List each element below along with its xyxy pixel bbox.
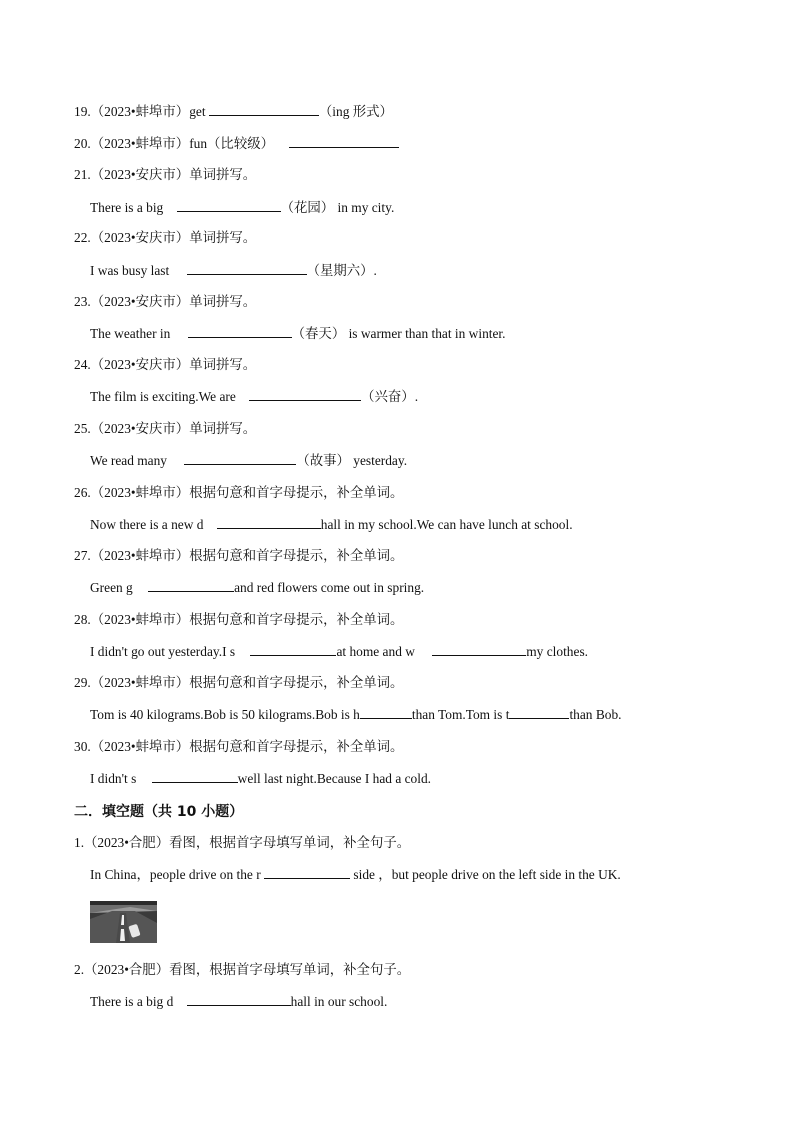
q-instruction: 单词拼写。	[189, 230, 257, 245]
question-21	[74, 166, 256, 184]
sentence-part: Green g	[90, 580, 137, 595]
answer-blank[interactable]	[217, 516, 321, 529]
question-20	[74, 135, 399, 153]
answer-blank[interactable]	[264, 866, 350, 879]
answer-blank[interactable]	[187, 993, 291, 1006]
sentence-29	[90, 706, 622, 724]
q-instruction: 看图，根据首字母填写单词，补全句子。	[169, 962, 411, 977]
answer-blank[interactable]	[289, 135, 399, 148]
sentence-30	[90, 770, 431, 788]
q-number: 23.	[74, 294, 91, 309]
road-with-car-image	[90, 901, 157, 943]
q-number: 24.	[74, 357, 91, 372]
sentence-part: Tom is 40 kilograms.Bob is 50 kilograms.Bob is h	[90, 707, 360, 722]
answer-blank[interactable]	[209, 103, 319, 116]
sentence-part: and red flowers come out in spring.	[234, 580, 425, 595]
sentence-part: I didn't go out yesterday.I s	[90, 644, 239, 659]
q-instruction: 单词拼写。	[189, 421, 257, 436]
sentence-s2-1	[90, 866, 621, 884]
question-28	[74, 611, 403, 629]
answer-blank[interactable]	[188, 325, 292, 338]
sentence-s2-2	[90, 993, 387, 1011]
answer-blank[interactable]	[509, 706, 569, 719]
q-number: 20.	[74, 136, 91, 151]
sentence-24	[90, 388, 418, 406]
question-s2-1	[74, 834, 410, 852]
q-instruction: 根据句意和首字母提示，补全单词。	[189, 548, 404, 563]
q-prompt: get	[189, 104, 209, 119]
question-22	[74, 229, 256, 247]
sentence-part: I was busy last	[90, 263, 173, 278]
q-hint: （ing 形式）	[318, 104, 393, 119]
q-source: （2023•蚌埠市）	[90, 675, 190, 690]
sentence-part: I didn't s	[90, 771, 140, 786]
sentence-part: We read many	[90, 453, 171, 468]
sentence-28	[90, 643, 588, 661]
q-number: 26.	[74, 485, 91, 500]
q-instruction: 根据句意和首字母提示，补全单词。	[189, 612, 404, 627]
answer-blank[interactable]	[177, 199, 281, 212]
q-number: 1.	[74, 835, 85, 850]
sentence-part: than Tom.Tom is t	[411, 707, 510, 722]
q-number: 21.	[74, 167, 91, 182]
question-25	[74, 420, 256, 438]
sentence-part: （故事） yesterday.	[296, 453, 408, 468]
q-source: （2023•蚌埠市）	[90, 136, 190, 151]
question-s2-2	[74, 961, 410, 979]
q-number: 30.	[74, 739, 91, 754]
q-prompt: fun（比较级）	[189, 136, 278, 151]
answer-blank[interactable]	[360, 706, 412, 719]
q-source: （2023•安庆市）	[90, 357, 190, 372]
q-source: （2023•蚌埠市）	[90, 548, 190, 563]
section-title: 二．填空题（共 10 小题）	[74, 804, 244, 820]
q-number: 25.	[74, 421, 91, 436]
sentence-part: There is a big d	[90, 994, 177, 1009]
q-instruction: 单词拼写。	[189, 357, 257, 372]
sentence-part: （春天） is warmer than that in winter.	[291, 326, 506, 341]
sentence-part: than Bob.	[569, 707, 622, 722]
q-number: 2.	[74, 962, 85, 977]
q-number: 28.	[74, 612, 91, 627]
q-source: （2023•安庆市）	[90, 294, 190, 309]
q-instruction: 根据句意和首字母提示，补全单词。	[189, 739, 404, 754]
sentence-27	[90, 579, 424, 597]
sentence-part: hall in our school.	[290, 994, 388, 1009]
sentence-part: The film is exciting.We are	[90, 389, 240, 404]
sentence-part: hall in my school.We can have lunch at school.	[320, 517, 573, 532]
q-instruction: 根据句意和首字母提示，补全单词。	[189, 485, 404, 500]
answer-blank[interactable]	[184, 452, 296, 465]
sentence-26	[90, 516, 573, 534]
question-27	[74, 547, 403, 565]
answer-blank[interactable]	[432, 643, 526, 656]
q-source: （2023•合肥）	[84, 835, 170, 850]
answer-blank[interactable]	[249, 388, 361, 401]
sentence-23	[90, 325, 506, 343]
q-number: 19.	[74, 104, 91, 119]
sentence-part: The weather in	[90, 326, 174, 341]
q-number: 27.	[74, 548, 91, 563]
sentence-part: （花园） in my city.	[280, 200, 395, 215]
q-source: （2023•蚌埠市）	[90, 104, 190, 119]
question-30	[74, 738, 403, 756]
q-instruction: 看图，根据首字母填写单词，补全句子。	[169, 835, 411, 850]
sentence-part: side ，but people drive on the left side in the UK.	[350, 867, 621, 882]
sentence-part: Now there is a new d	[90, 517, 207, 532]
q-instruction: 单词拼写。	[189, 294, 257, 309]
q-instruction: 根据句意和首字母提示，补全单词。	[189, 675, 404, 690]
question-29	[74, 674, 403, 692]
question-19	[74, 103, 393, 121]
sentence-part: （星期六）.	[306, 263, 377, 278]
q-source: （2023•合肥）	[84, 962, 170, 977]
q-source: （2023•安庆市）	[90, 167, 190, 182]
q-instruction: 单词拼写。	[189, 167, 257, 182]
question-26	[74, 484, 403, 502]
q-source: （2023•安庆市）	[90, 421, 190, 436]
question-24	[74, 356, 256, 374]
answer-blank[interactable]	[148, 579, 234, 592]
sentence-part: well last night.Because I had a cold.	[237, 771, 432, 786]
q-source: （2023•蚌埠市）	[90, 612, 190, 627]
sentence-21	[90, 199, 394, 217]
q-number: 22.	[74, 230, 91, 245]
answer-blank[interactable]	[250, 643, 336, 656]
sentence-part: In China，people drive on the r	[90, 867, 265, 882]
q-source: （2023•蚌埠市）	[90, 739, 190, 754]
answer-blank[interactable]	[152, 770, 238, 783]
q-source: （2023•蚌埠市）	[90, 485, 190, 500]
q-number: 29.	[74, 675, 91, 690]
sentence-part: There is a big	[90, 200, 167, 215]
sentence-25	[90, 452, 407, 470]
sentence-part: my clothes.	[526, 644, 589, 659]
sentence-22	[90, 262, 377, 280]
q-source: （2023•安庆市）	[90, 230, 190, 245]
sentence-part: at home and w	[336, 644, 419, 659]
question-23	[74, 293, 256, 311]
sentence-part: （兴奋）.	[361, 389, 419, 404]
answer-blank[interactable]	[187, 262, 307, 275]
